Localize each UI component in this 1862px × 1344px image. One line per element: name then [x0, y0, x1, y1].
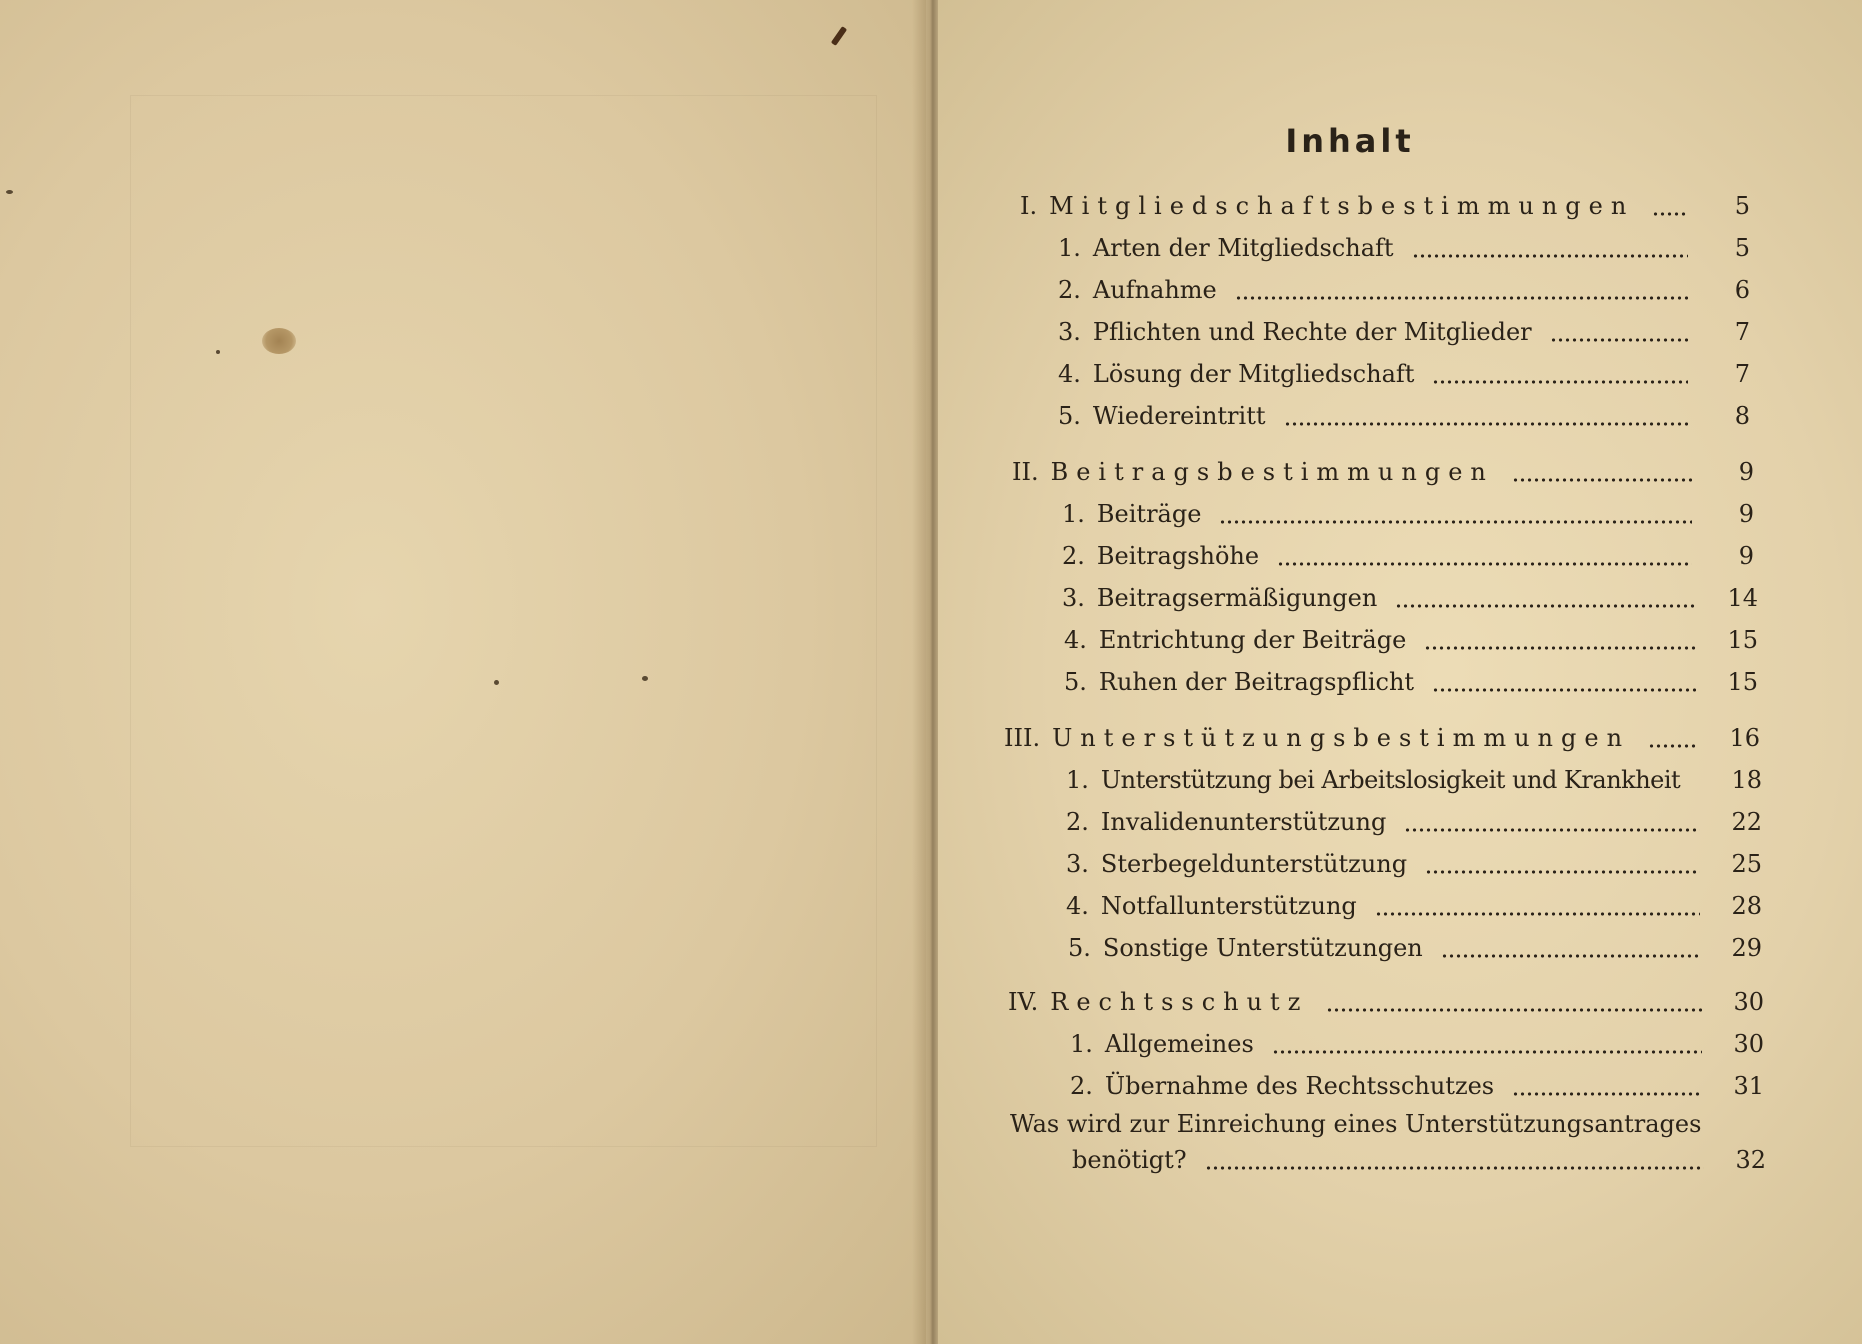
entry-title: Arten der Mitgliedschaft	[1092, 234, 1394, 262]
leader-dots	[1652, 211, 1688, 217]
entry-title: Sonstige Unterstützungen	[1102, 934, 1423, 962]
toc-entry-row[interactable]	[1070, 1072, 1764, 1106]
leader-dots	[1550, 337, 1688, 343]
toc-entry-row[interactable]	[1070, 1030, 1764, 1064]
entry-title: Notfallunterstützung	[1100, 892, 1357, 920]
leader-dots	[1432, 379, 1688, 385]
section-title: Unterstützungsbestimmungen	[1052, 724, 1631, 752]
toc-entry-row[interactable]	[1066, 808, 1762, 842]
page-number: 30	[1733, 988, 1764, 1016]
entry-number: 3.	[1058, 318, 1081, 346]
entry-title: Pflichten und Rechte der Mitglieder	[1092, 318, 1532, 346]
page-number: 5	[1734, 234, 1750, 262]
toc-entry-row[interactable]	[1058, 234, 1750, 268]
entry-number: 5.	[1064, 668, 1087, 696]
entry-number: 4.	[1066, 892, 1089, 920]
page-number: 9	[1738, 500, 1754, 528]
entry-number: 5.	[1058, 402, 1081, 430]
entry-number: 1.	[1066, 766, 1089, 794]
leader-dots	[1395, 603, 1696, 609]
entry-title: Unterstützung bei Arbeitslosigkeit und Krankheit	[1100, 766, 1681, 794]
toc-entry-row[interactable]	[1064, 668, 1758, 702]
entry-title: Sterbegeldunterstützung	[1100, 850, 1408, 878]
entry-number: 2.	[1058, 276, 1081, 304]
entry-title: Wiedereintritt	[1092, 402, 1266, 430]
leader-dots	[1375, 911, 1700, 917]
toc-section-row[interactable]	[1012, 458, 1754, 492]
section-title: Rechtsschutz	[1050, 988, 1309, 1016]
page-number: 15	[1727, 668, 1758, 696]
leader-dots	[1686, 785, 1704, 791]
page-number: 31	[1733, 1072, 1764, 1100]
entry-number: 3.	[1062, 584, 1085, 612]
toc-entry-row[interactable]	[1066, 892, 1762, 926]
entry-number: 1.	[1070, 1030, 1093, 1058]
leader-dots	[1512, 477, 1692, 483]
section-title: Beitragsbestimmungen	[1050, 458, 1494, 486]
entry-number: 1.	[1062, 500, 1085, 528]
leader-dots	[1277, 561, 1692, 567]
toc-entry-row[interactable]	[1058, 402, 1750, 436]
leader-dots	[1326, 1007, 1702, 1013]
entry-title: Allgemeines	[1104, 1030, 1254, 1058]
entry-title: Ruhen der Beitragspflicht	[1098, 668, 1415, 696]
page-number: 9	[1738, 458, 1754, 486]
entry-number: 3.	[1066, 850, 1089, 878]
toc-entry-row[interactable]	[1062, 584, 1758, 618]
entry-number: 2.	[1070, 1072, 1093, 1100]
page-number: 32	[1735, 1146, 1766, 1174]
leader-dots	[1441, 953, 1700, 959]
page-number: 25	[1731, 850, 1762, 878]
toc-entry-row[interactable]	[1062, 500, 1754, 534]
leader-dots	[1205, 1165, 1704, 1171]
entry-number: 5.	[1068, 934, 1091, 962]
page-number: 8	[1734, 402, 1750, 430]
page-number: 28	[1731, 892, 1762, 920]
leader-dots	[1425, 869, 1700, 875]
page-number: 5	[1734, 192, 1750, 220]
closing-entry-line-1: Was wird zur Einreichung eines Unterstützungsantrages	[1010, 1110, 1702, 1138]
entry-title: Beitragsermäßigungen	[1096, 584, 1378, 612]
entry-number: 4.	[1064, 626, 1087, 654]
toc-section-row[interactable]	[1004, 724, 1760, 758]
entry-title: Invalidenunterstützung	[1100, 808, 1387, 836]
toc-section-row[interactable]	[1020, 192, 1750, 226]
page-number: 15	[1727, 626, 1758, 654]
entry-title: Übernahme des Rechtsschutzes	[1104, 1072, 1495, 1100]
toc-entry-row[interactable]	[1068, 934, 1762, 968]
toc-closing-row[interactable]	[1072, 1146, 1766, 1180]
page-number: 7	[1734, 360, 1750, 388]
closing-entry-line-2: benötigt?	[1072, 1146, 1187, 1174]
toc-entry-row[interactable]	[1058, 276, 1750, 310]
leader-dots	[1424, 645, 1696, 651]
leader-dots	[1284, 421, 1689, 427]
page-number: 14	[1727, 584, 1758, 612]
page-number: 9	[1738, 542, 1754, 570]
section-title: Mitgliedschaftsbestimmungen	[1049, 192, 1635, 220]
leader-dots	[1235, 295, 1688, 301]
toc-entry-row[interactable]	[1066, 850, 1762, 884]
entry-title: Lösung der Mitgliedschaft	[1092, 360, 1415, 388]
toc-entry-row[interactable]	[1066, 766, 1762, 800]
page-number: 7	[1734, 318, 1750, 346]
page-number: 29	[1731, 934, 1762, 962]
leader-dots	[1272, 1049, 1702, 1055]
leader-dots	[1404, 827, 1700, 833]
entry-number: 1.	[1058, 234, 1081, 262]
entry-number: 2.	[1062, 542, 1085, 570]
page-title: Inhalt	[1285, 122, 1415, 160]
toc-entry-row[interactable]	[1062, 542, 1754, 576]
entry-title: Entrichtung der Beiträge	[1098, 626, 1407, 654]
entry-title: Aufnahme	[1092, 276, 1217, 304]
entry-number: 2.	[1066, 808, 1089, 836]
leader-dots	[1512, 1091, 1702, 1097]
leader-dots	[1648, 743, 1698, 749]
leader-dots	[1432, 687, 1696, 693]
page-number: 22	[1731, 808, 1762, 836]
toc-entry-row[interactable]	[1064, 626, 1758, 660]
toc-entry-row[interactable]	[1058, 318, 1750, 352]
section-number: IV.	[1008, 988, 1039, 1016]
section-number: II.	[1012, 458, 1039, 486]
page-number: 18	[1731, 766, 1762, 794]
page-number: 6	[1734, 276, 1750, 304]
entry-title: Beiträge	[1096, 500, 1202, 528]
leader-dots	[1219, 519, 1692, 525]
leader-dots	[1412, 253, 1688, 259]
page-number: 16	[1729, 724, 1760, 752]
toc-entry-row[interactable]	[1058, 360, 1750, 394]
page-number: 30	[1733, 1030, 1764, 1058]
toc-section-row[interactable]	[1008, 988, 1764, 1022]
entry-title: Beitragshöhe	[1096, 542, 1260, 570]
section-number: III.	[1004, 724, 1041, 752]
section-number: I.	[1020, 192, 1038, 220]
entry-number: 4.	[1058, 360, 1081, 388]
